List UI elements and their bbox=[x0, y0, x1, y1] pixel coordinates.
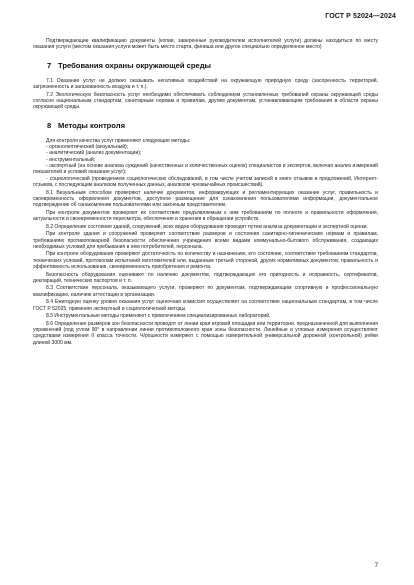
paragraph-8-2: 8.2 Определение состояния зданий, сооружений, всех видов оборудования проводят путем анализа документации и экспертной оценки. bbox=[46, 223, 369, 230]
list-item: - экспертный (на основе анализа суждений (качественных и количественных оценок) специалистов и экспертов, включая анализ измерений показателей и условий оказания услуг); bbox=[33, 162, 378, 176]
paragraph-7-2: 7.2 Экологическую безопасность услуг необходимо обеспечивать соблюдением установленных требований охраны окружающей среды согласно национальным стандартам, санитарным нормам и правилам, другим документам, устанавливающим требования в области охраны окружающей среды. bbox=[33, 91, 378, 111]
list-item: - инструментальный; bbox=[46, 156, 96, 163]
paragraph-8-5: 8.5 Инструментальные методы применяют с привлечением специализированных лабораторий. bbox=[46, 313, 271, 320]
intro-paragraph: Подтверждающие квалификацию документы (копии, заверенные руководителем исполнителей услуги) должны находиться по месту оказания услуги (местом оказания услуги может быть место старта, финиша или другое специально определенное место) bbox=[33, 38, 378, 51]
paragraph-8-1-documents: При контроле документов проверяют их соответствие предъявляемым к ним требованиям по полноте и правильности оформления, актуальности и своевременности пересмотра, обеспечения и хранения в обращении устройств. bbox=[33, 209, 378, 223]
paragraph-8-4: 8.4 Ежегодную оценку уровня оказания услуг оценочная комиссия осуществляет на соответствие национальным стандартам, в том числе ГОСТ Р 52025, применяя экспертный и социологический методы. bbox=[33, 299, 378, 312]
list-item: - социологический (проведением социологических обследований, в том числе учетом записей в книге отзывов и предложений, Интернет-отзывов, с последующим анализом полученных данных, анализом чрезвычайных происшествий). bbox=[33, 175, 378, 188]
section-8-number: 8 bbox=[47, 120, 52, 130]
section-7-number: 7 bbox=[47, 60, 52, 70]
document-body bbox=[33, 38, 378, 346]
page-number: 7 bbox=[374, 563, 378, 569]
paragraph-8-2-equipment: При контроле оборудования проверяют достаточность по количеству и назначению, его состояние, соответствие требованиям стандартов, технических условий, протоколам испытаний изготовителей или, выданным третьей стороной, других нормативных документов; правильность и эффективность использования, своевременность приобретения и ремонта. bbox=[33, 251, 378, 271]
section-7-title: Требования охраны окружающей среды bbox=[58, 60, 212, 70]
list-item: - аналитический (анализ документации); bbox=[46, 150, 142, 157]
paragraph-8-1: 8.1 Визуальным способом проверяют наличие документов, информирующих и регламентирующих оказание услуг, правильность и своевременность оформления документов, доступное размещение для ознакомления пользователями информации, документальное подтверждение об ознакомлении пользователями или законным представителем. bbox=[33, 189, 378, 209]
list-item: - органолептический (визуальный); bbox=[46, 143, 129, 150]
paragraph-8-3: 8.3 Соответствие персонала, оказывающего услуги, проверяют по документам, подтверждающим спортивную и профессиональную квалификацию, наличию аттестации в организации. bbox=[33, 285, 378, 298]
section-8-heading bbox=[33, 121, 378, 130]
paragraph-8-2-safety: Безопасность оборудования оценивают по наличию документов, подтверждающих его пригодность и исправность, сертификатов, деклараций, технических паспортов и т. п. bbox=[33, 271, 378, 284]
section-7-heading bbox=[33, 61, 378, 70]
paragraph-8-6: 8.6 Определение размеров зон безопасности проводят от линии края игровой площадки или территории, предназначенной для выполнения упражнений (под углом 90° в направлении линии противоположного края зоны безопасности. Линейные и угловые измерения осуществляют средствами измерения II класса точности. Ч/рошности измеряют с помощью измерительной универсальной дорожной (контрольной) рейки длиной 3000 мм. bbox=[33, 320, 378, 346]
paragraph-7-1: 7.1 Оказание услуг не должно оказывать негативных воздействий на окружающую природную среду (засоренность территорий, загрязненность и загазованность воздуха и т. п.). bbox=[33, 77, 378, 91]
methods-intro: Для контроля качества услуг применяют следующие методы: bbox=[46, 137, 191, 144]
section-8-title: Методы контроля bbox=[58, 120, 126, 130]
standard-code-header: ГОСТ Р 52024—2024 bbox=[325, 13, 396, 20]
paragraph-8-2-buildings: При контроле здания и сооружений проверяют соответствие размеров и состояния санитарно-гигиеническим нормам и правилам, требованиям противопожарной безопасности обеспечения учреждения всеми видами коммунально-бытового обслуживания, создающих необходимых условий для пребывания в нем потребителей, персонала. bbox=[33, 231, 378, 250]
